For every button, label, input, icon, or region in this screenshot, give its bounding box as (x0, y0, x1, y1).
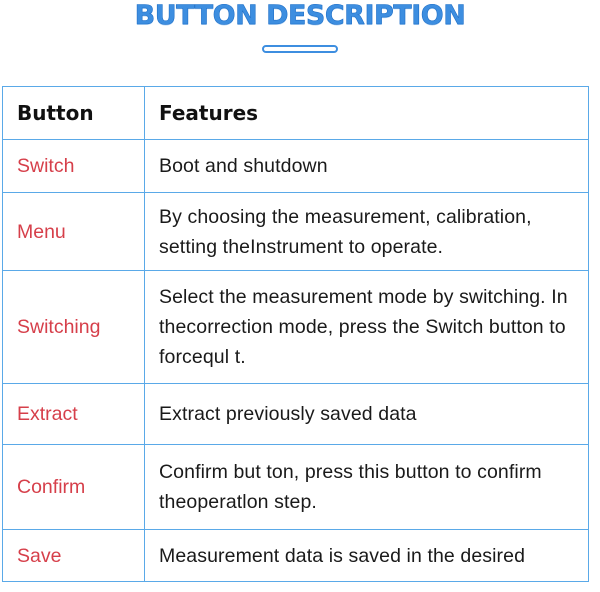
table-row (3, 445, 589, 530)
column-header-features: Features (145, 87, 589, 140)
row-button-name: Save (3, 530, 145, 582)
row-feature-text: Measurement data is saved in the desired (145, 530, 589, 582)
row-button-name: Switch (3, 140, 145, 193)
table-row (3, 530, 589, 582)
table-row (3, 384, 589, 445)
table-row (3, 140, 589, 193)
row-button-name: Menu (3, 193, 145, 271)
button-description-table (2, 86, 589, 582)
page-title: BUTTON DESCRIPTION (134, 0, 466, 31)
row-button-name: Extract (3, 384, 145, 445)
row-button-name: Confirm (3, 445, 145, 530)
row-button-name: Switching (3, 271, 145, 384)
table-header-row (3, 87, 589, 140)
row-feature-text: Select the measurement mode by switching. In thecorrection mode, press the Switch button to forcequl t. (145, 271, 589, 384)
row-feature-text: Confirm but ton, press this button to confirm theoperatlon step. (145, 445, 589, 530)
row-feature-text: Boot and shutdown (145, 140, 589, 193)
column-header-button: Button (3, 87, 145, 140)
row-feature-text: By choosing the measurement, calibration, setting theInstrument to operate. (145, 193, 589, 271)
table-row (3, 193, 589, 271)
row-feature-text: Extract previously saved data (145, 384, 589, 445)
table-row (3, 271, 589, 384)
title-underline-decoration (262, 45, 338, 53)
